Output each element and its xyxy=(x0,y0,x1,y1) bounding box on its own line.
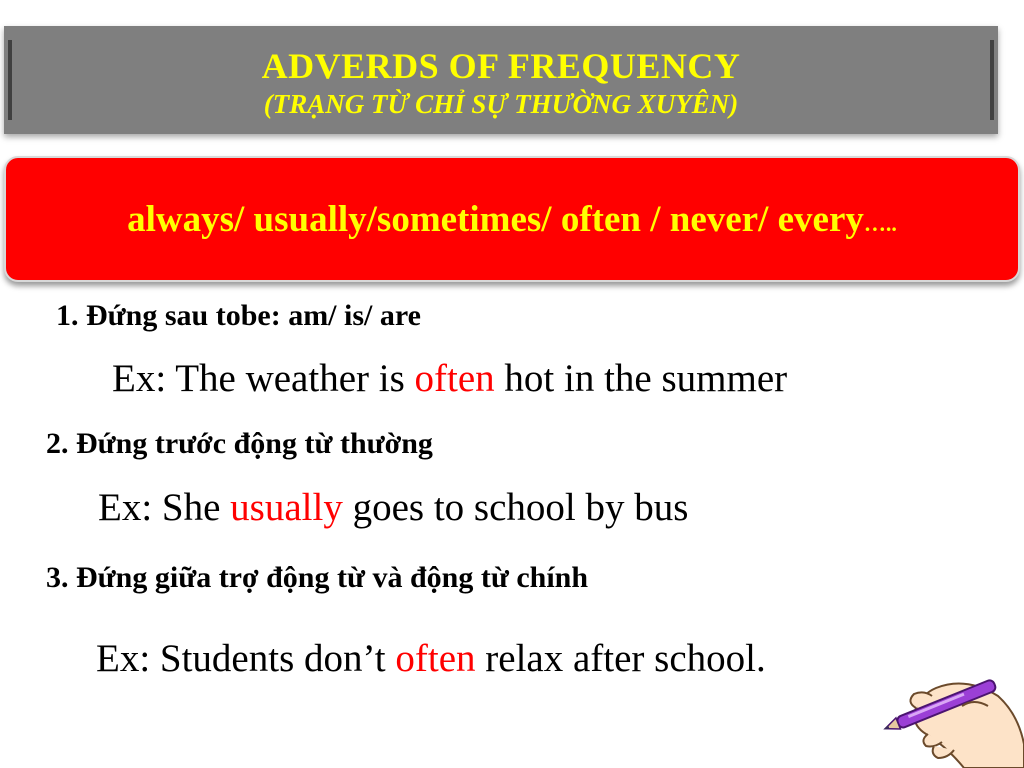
rule-2-example-after: goes to school by bus xyxy=(342,486,689,529)
rule-2-heading: 2. Đứng trước động từ thường xyxy=(46,427,433,460)
rule-2-example-adverb: usually xyxy=(230,486,343,529)
adverb-list-text: always/ usually/sometimes/ often / never/ every xyxy=(127,199,864,240)
rule-3-example-adverb: often xyxy=(395,637,476,680)
rule-3-heading: 3. Đứng giữa trợ động từ và động từ chính xyxy=(46,561,589,594)
rule-3-example xyxy=(96,636,766,682)
title-main: ADVERDS OF FREQUENCY xyxy=(261,46,741,86)
adverb-list-banner xyxy=(4,156,1020,282)
rule-1-heading: 1. Đứng sau tobe: am/ is/ are xyxy=(56,299,421,332)
rule-3-example-after: relax after school. xyxy=(475,637,766,680)
rule-1-example-after: hot in the summer xyxy=(494,357,788,400)
title-subtitle: (TRẠNG TỪ CHỈ SỰ THƯỜNG XUYÊN) xyxy=(263,89,739,119)
hand-writing-with-pen-icon xyxy=(876,648,1024,768)
rule-1-example xyxy=(112,356,787,402)
rule-2-example xyxy=(98,485,688,531)
rule-2-example-before: Ex: She xyxy=(98,486,231,529)
adverb-list-ellipsis: ….. xyxy=(863,211,897,236)
rule-1-example-adverb: often xyxy=(414,357,495,400)
title-banner xyxy=(4,26,998,134)
rule-1-example-before: Ex: The weather is xyxy=(112,357,415,400)
rule-3-example-before: Ex: Students don’t xyxy=(96,637,396,680)
adverb-list xyxy=(6,198,1018,246)
